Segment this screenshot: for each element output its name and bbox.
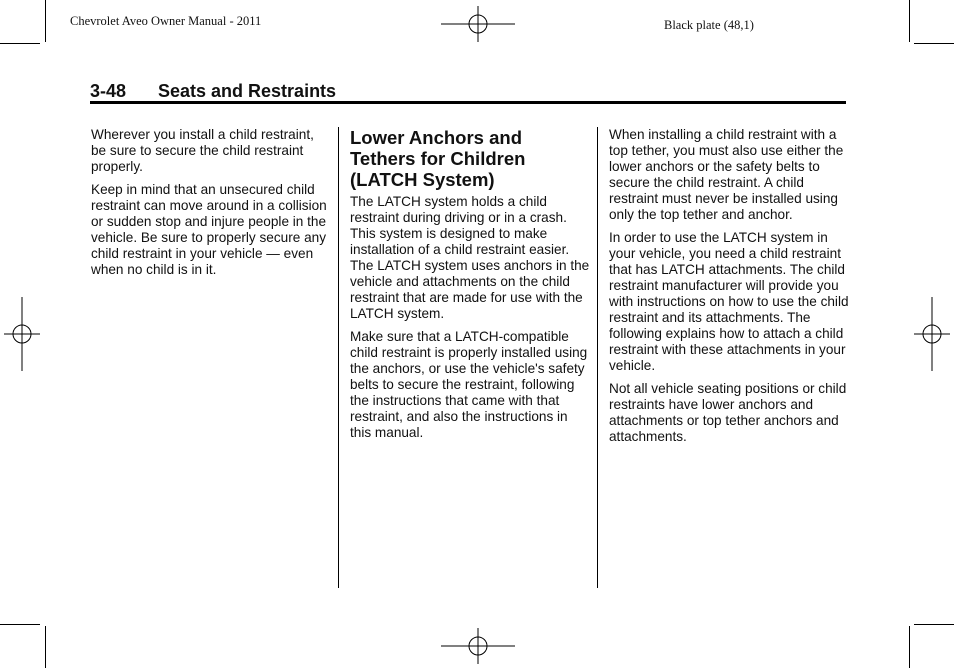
section-title: Seats and Restraints — [158, 81, 337, 101]
crop-mark — [0, 624, 40, 625]
section-heading — [90, 81, 336, 102]
crop-mark — [45, 626, 46, 668]
column-divider — [338, 127, 339, 588]
heading-rule — [90, 101, 846, 104]
plate-label: Black plate (48,1) — [664, 18, 754, 32]
paragraph: Not all vehicle seating positions or child restraints have lower anchors and attachments or top tether anchors and attachments. — [609, 381, 847, 444]
crop-mark — [909, 626, 910, 668]
document-header-title: Chevrolet Aveo Owner Manual - 2011 — [70, 14, 262, 28]
crop-mark — [45, 0, 46, 42]
column-divider — [597, 127, 598, 588]
registration-mark-icon — [2, 297, 42, 371]
column-left — [91, 127, 329, 285]
registration-mark-icon — [912, 297, 952, 371]
page-number: 3-48 — [90, 81, 127, 101]
registration-mark-icon — [441, 626, 515, 666]
crop-mark — [909, 0, 910, 42]
crop-mark — [914, 624, 954, 625]
paragraph: Keep in mind that an unsecured child restraint can move around in a collision or sudden stop and injure people in the vehicle. Be sure to properly secure any child restraint in your vehicle — even when no child is in it. — [91, 182, 327, 277]
paragraph: Make sure that a LATCH-compatible child restraint is properly installed using the anchors, or use the vehicle's safety belts to secure the restraint, following the instructions that came with that restraint, and also the instructions in this manual. — [350, 329, 588, 440]
column-middle — [350, 127, 590, 448]
paragraph: The LATCH system holds a child restraint during driving or in a crash. This system is designed to make installation of a child restraint easier. The LATCH system uses anchors in the vehicle and attachments on the child restraint that are made for use with the LATCH system. — [350, 194, 590, 321]
registration-mark-icon — [441, 4, 515, 44]
subsection-heading: Lower Anchors and Tethers for Children (LATCH System) — [350, 127, 526, 190]
column-right — [609, 127, 849, 452]
paragraph: In order to use the LATCH system in your vehicle, you need a child restraint that has LATCH attachments. The child restraint manufacturer will provide you with instructions on how to use the child restraint and its attachments. The following explains how to attach a child restraint with these attachments in your vehicle. — [609, 230, 849, 373]
crop-mark — [914, 43, 954, 44]
paragraph: Wherever you install a child restraint, be sure to secure the child restraint properly. — [91, 127, 314, 174]
paragraph: When installing a child restraint with a top tether, you must also use either the lower anchors or the safety belts to secure the child restraint. A child restraint must never be installed using only the top tether and anchor. — [609, 127, 844, 222]
crop-mark — [0, 43, 40, 44]
